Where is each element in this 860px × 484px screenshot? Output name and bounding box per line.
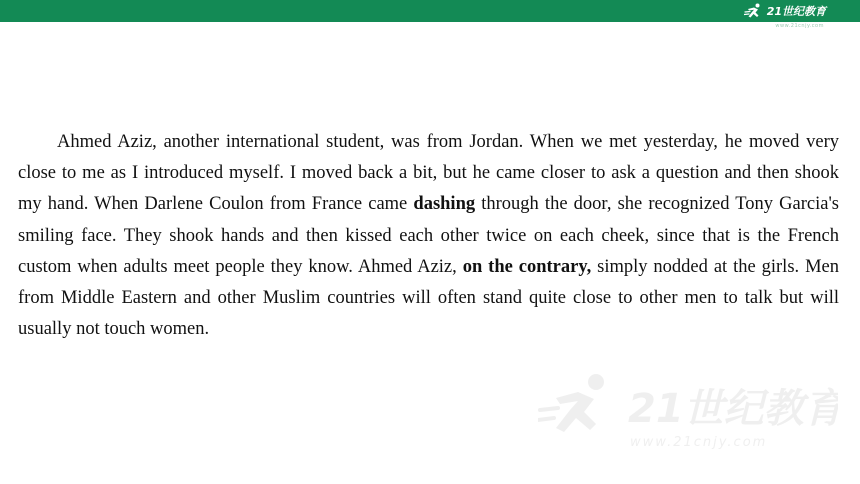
keyword-dashing: dashing — [413, 194, 476, 215]
passage-text-2: through the door, she recognized Tony Garcia's smiling face. They shook hands and then kissed each other twice on each cheek, since that is the French custom when adults meet people they know. Ahmed Aziz, — [18, 194, 839, 277]
brand-url: www.21cnjy.com — [775, 23, 824, 29]
watermark-runner-icon — [538, 374, 604, 432]
passage-text-1: Ahmed Aziz, another international student, was from Jordan. When we met yesterday, he moved very close to me as I introduced myself. I moved back a bit, but he came closer to ask a question and then shook my hand. When Darlene Coulon from France came — [18, 132, 839, 215]
header-bar — [0, 0, 860, 22]
passage-text-3: simply nodded at the girls. Men from Middle Eastern and other Muslim countries will often stand quite close to other men to talk but will usually not touch women. — [18, 256, 839, 340]
reading-passage — [18, 127, 839, 345]
watermark-url: www.21cnjy.com — [630, 435, 768, 450]
runner-logo-icon — [744, 3, 764, 19]
watermark — [538, 372, 838, 454]
brand-name: 21世纪教育 — [766, 4, 826, 18]
brand-logo — [744, 1, 826, 21]
watermark-name: 21世纪教育 — [628, 386, 838, 432]
keyword-on-the-contrary: on the contrary, — [462, 256, 592, 277]
